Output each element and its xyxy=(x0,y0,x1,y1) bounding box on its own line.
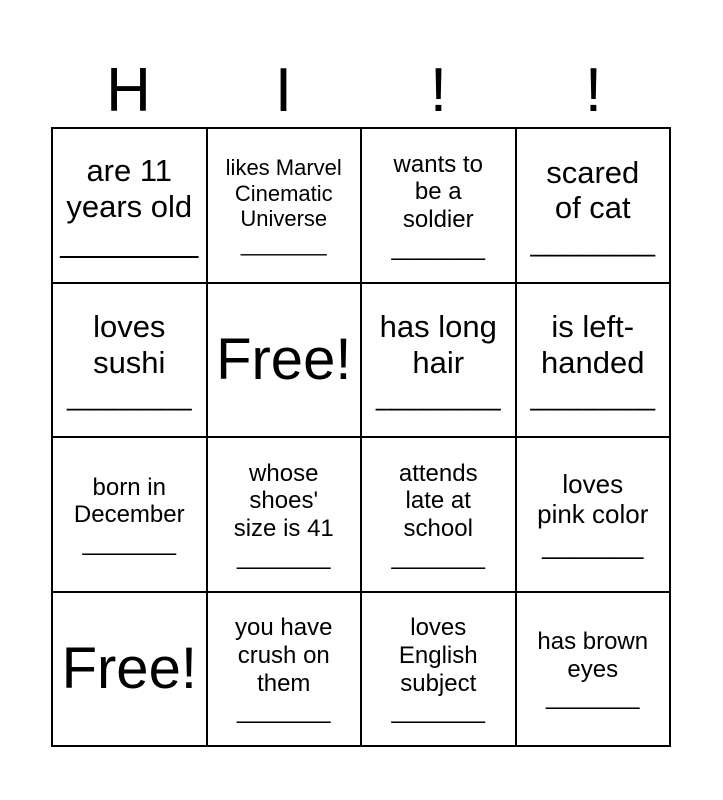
bingo-cell-16[interactable] xyxy=(516,592,671,747)
bingo-cell-free-2[interactable] xyxy=(52,592,207,747)
bingo-cell-1[interactable] xyxy=(52,128,207,283)
cell-prompt: you have crush on them xyxy=(235,614,333,697)
cell-prompt: is left- handed xyxy=(541,309,645,380)
bingo-board xyxy=(51,127,671,747)
cell-blank-line: _______ xyxy=(240,231,327,257)
bingo-cell-3[interactable] xyxy=(361,128,516,283)
cell-blank-line: _______ xyxy=(546,683,640,711)
cell-blank-line: _______ xyxy=(391,542,485,570)
bingo-cell-8[interactable] xyxy=(516,283,671,438)
bingo-cell-5[interactable] xyxy=(52,283,207,438)
bingo-cell-2[interactable] xyxy=(207,128,362,283)
header-letter-2: I xyxy=(274,56,293,125)
cell-blank-line: ________ xyxy=(60,224,199,260)
header-letter-1: H xyxy=(106,56,151,125)
bingo-cell-7[interactable] xyxy=(361,283,516,438)
bingo-cell-11[interactable] xyxy=(361,437,516,592)
cell-prompt: scared of cat xyxy=(546,154,640,226)
cell-prompt: whose shoes' size is 41 xyxy=(233,459,334,543)
free-space-label: Free! xyxy=(216,326,352,392)
bingo-cell-4[interactable] xyxy=(516,128,671,283)
cell-prompt: loves English subject xyxy=(398,614,478,697)
cell-prompt: loves pink color xyxy=(537,469,649,530)
bingo-cell-free-1[interactable] xyxy=(207,283,362,438)
cell-blank-line: ________ xyxy=(66,380,192,412)
cell-blank-line: ________ xyxy=(530,225,656,257)
cell-prompt: attends late at school xyxy=(398,459,478,543)
cell-blank-line: _______ xyxy=(237,542,331,570)
cell-blank-line: ________ xyxy=(375,380,501,412)
header-letter-3: ! xyxy=(429,56,448,125)
bingo-cell-15[interactable] xyxy=(361,592,516,747)
free-space-label: Free! xyxy=(61,635,197,701)
cell-prompt: loves sushi xyxy=(93,309,166,380)
bingo-cell-10[interactable] xyxy=(207,437,362,592)
cell-blank-line: _______ xyxy=(391,697,485,725)
header-letter-4: ! xyxy=(584,56,603,125)
bingo-header xyxy=(51,55,671,127)
cell-prompt: has long hair xyxy=(379,309,497,380)
cell-prompt: are 11 years old xyxy=(66,153,193,224)
bingo-cell-14[interactable] xyxy=(207,592,362,747)
cell-prompt: likes Marvel Cinematic Universe xyxy=(225,155,342,231)
bingo-cell-9[interactable] xyxy=(52,437,207,592)
cell-prompt: has brown eyes xyxy=(537,628,649,683)
cell-blank-line: ________ xyxy=(530,380,656,412)
cell-blank-line: _______ xyxy=(542,530,644,561)
cell-blank-line: _______ xyxy=(237,697,331,725)
cell-prompt: born in December xyxy=(73,473,185,529)
cell-prompt: wants to be a soldier xyxy=(393,150,483,234)
bingo-cell-12[interactable] xyxy=(516,437,671,592)
cell-blank-line: _______ xyxy=(82,528,176,556)
cell-blank-line: _______ xyxy=(391,233,485,261)
